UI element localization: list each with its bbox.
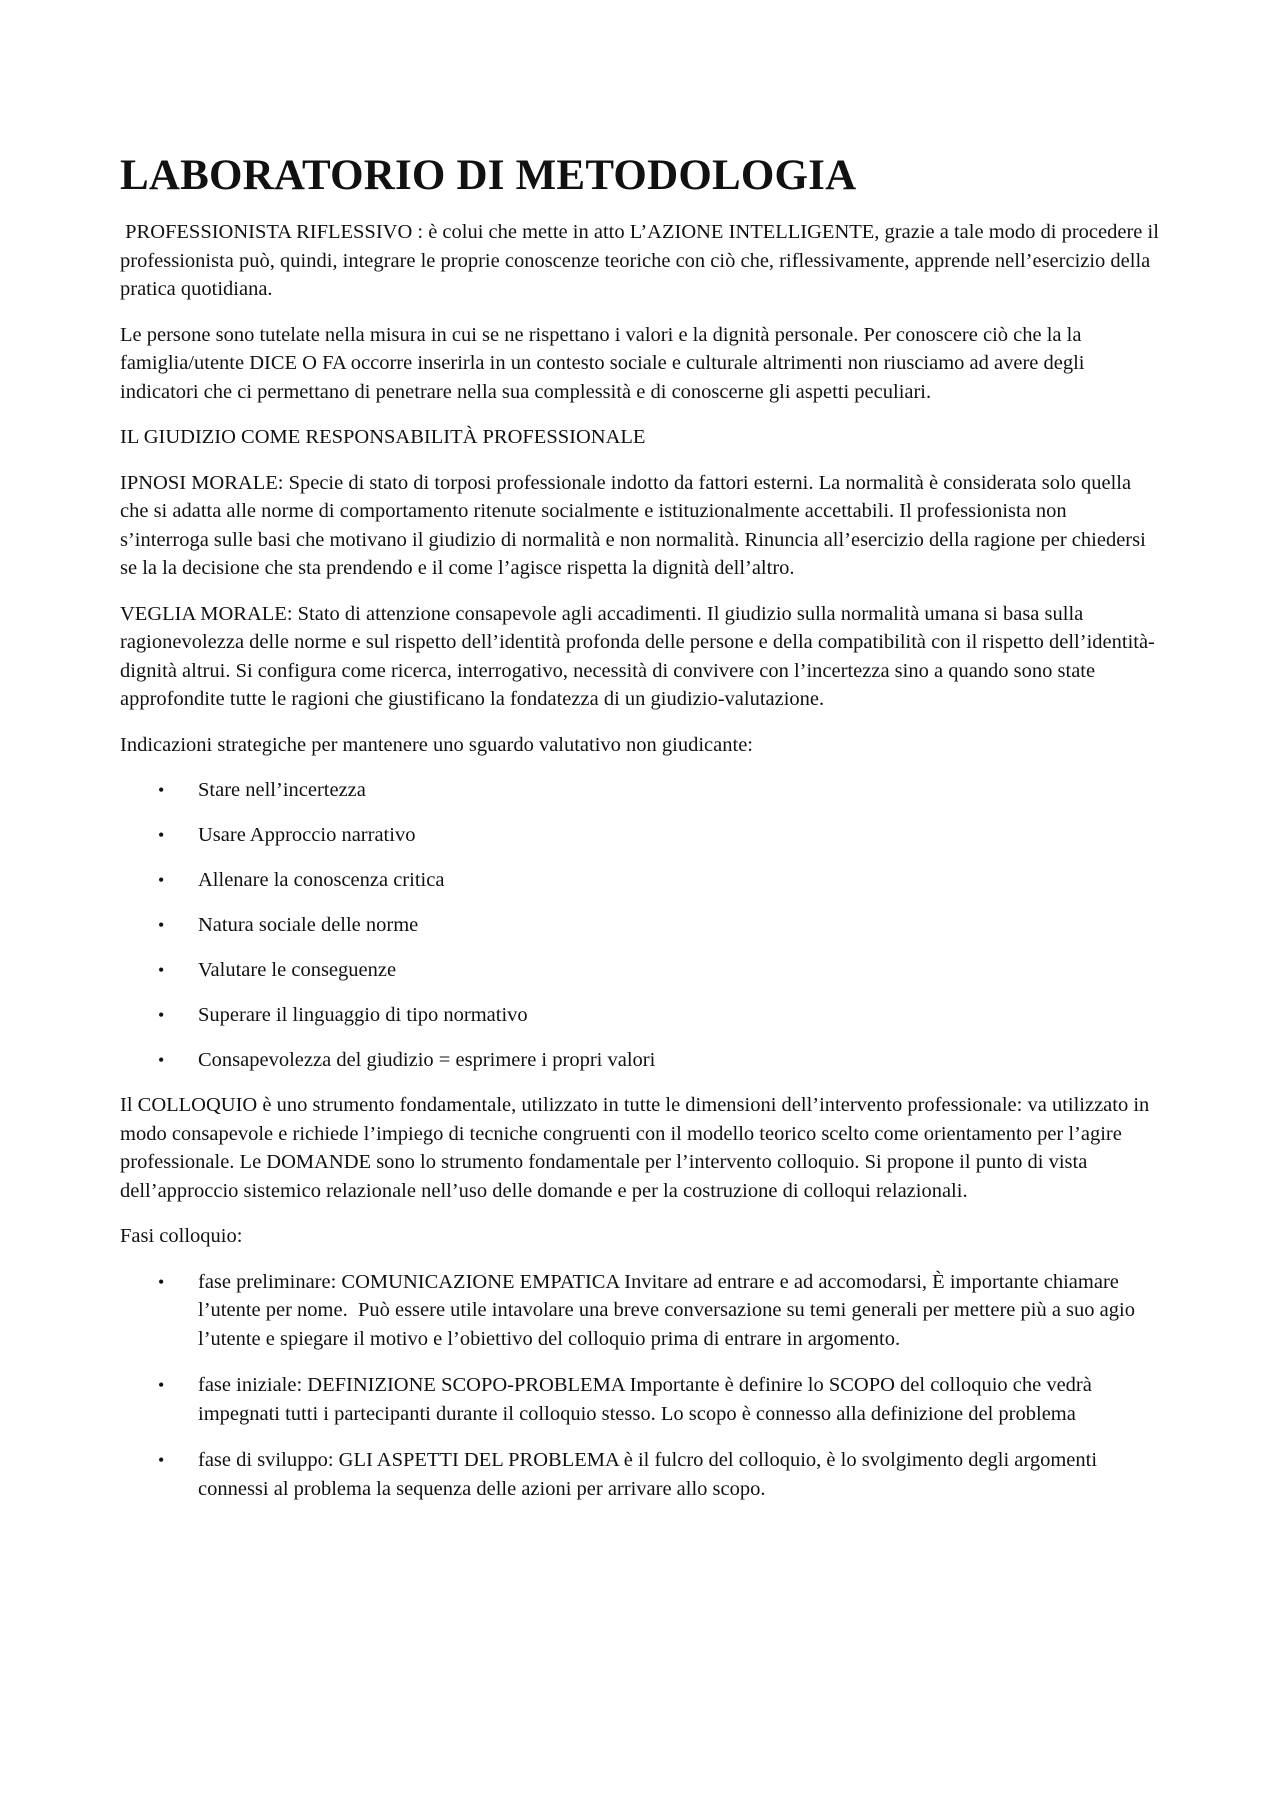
bullet-icon: • bbox=[158, 825, 165, 845]
paragraph-veglia-morale: VEGLIA MORALE: Stato di attenzione consapevole agli accadimenti. Il giudizio sulla normalità umana si basa sulla ragionevolezza delle norme e sul rispetto dell’identità profonda delle persone e della compatibilità con il rispetto dell’identità-dignità altrui. Si configura come ricerca, interrogativo, necessità di convivere con l’incertezza sino a quando sono state approfondite tutte le ragioni che giustificano la fondatezza di un giudizio-valutazione. bbox=[120, 602, 1155, 710]
strategies-list bbox=[120, 776, 1160, 1074]
bullet-icon: • bbox=[158, 1450, 165, 1470]
list-item: • Usare Approccio narrativo bbox=[120, 821, 1160, 849]
section-heading-giudizio: IL GIUDIZIO COME RESPONSABILITÀ PROFESSIONALE bbox=[120, 426, 646, 448]
list-item: • Natura sociale delle norme bbox=[120, 911, 1160, 939]
bullet-icon: • bbox=[158, 1271, 165, 1292]
list-item: • Consapevolezza del giudizio = esprimere i propri valori bbox=[120, 1046, 1160, 1074]
document-page bbox=[120, 150, 1165, 1521]
document-title: LABORATORIO DI METODOLOGIA bbox=[120, 152, 857, 199]
paragraph-ipnosi-morale: IPNOSI MORALE: Specie di stato di torposi professionale indotto da fattori esterni. La normalità è considerata solo quella che si adatta alle norme di comportamento ritenute socialmente e istituzionalmente accettabili. Il professionista non s’interroga sulle basi che motivano il giudizio di normalità e non normalità. Rinuncia all’esercizio della ragione per chiedersi se la la decisione che sta prendendo e il come l’agisce rispetta la dignità dell’altro. bbox=[120, 471, 1146, 579]
paragraph-indicazioni-strategiche: Indicazioni strategiche per mantenere uno sguardo valutativo non giudicante: bbox=[120, 733, 753, 756]
paragraph-colloquio: Il COLLOQUIO è uno strumento fondamentale, utilizzato in tutte le dimensioni dell’intervento professionale: va utilizzato in modo consapevole e richiede l’impiego di tecniche congruenti con il modello teorico scelto come orientamento per l’agire professionale. Le DOMANDE sono lo strumento fondamentale per l’intervento colloquio. Si propone il punto di vista dell’approccio sistemico relazionale nell’uso delle domande e per la costruzione di colloqui relazionali. bbox=[120, 1094, 1150, 1202]
list-item: • Stare nell’incertezza bbox=[120, 776, 1160, 804]
list-item: • Allenare la conoscenza critica bbox=[120, 866, 1160, 894]
list-item: • fase preliminare: COMUNICAZIONE EMPATICA Invitare ad entrare e ad accomodarsi, È importante chiamare l’utente per nome. Può essere utile intavolare una breve conversazione su temi generali per mettere più a suo agio l’utente e spiegare il motivo e l’obiettivo del colloquio prima di entrare in argomento. bbox=[120, 1268, 1160, 1354]
bullet-icon: • bbox=[158, 780, 165, 800]
phases-list bbox=[120, 1268, 1160, 1504]
list-item: • fase iniziale: DEFINIZIONE SCOPO-PROBLEMA Importante è definire lo SCOPO del colloquio che vedrà impegnati tutti i partecipanti durante il colloquio stesso. Lo scopo è connesso alla definizione del problema bbox=[120, 1371, 1160, 1428]
list-item: • fase di sviluppo: GLI ASPETTI DEL PROBLEMA è il fulcro del colloquio, è lo svolgimento degli argomenti connessi al problema la sequenza delle azioni per arrivare allo scopo. bbox=[120, 1446, 1160, 1503]
bullet-icon: • bbox=[158, 1005, 165, 1025]
bullet-icon: • bbox=[158, 1375, 165, 1395]
bullet-icon: • bbox=[158, 870, 165, 890]
paragraph-persone-tutelate: Le persone sono tutelate nella misura in cui se ne rispettano i valori e la dignità personale. Per conoscere ciò che la la famiglia/utente DICE O FA occorre inserirla in un contesto sociale e culturale altrimenti non riusciamo ad avere degli indicatori che ci permettano di penetrare nella sua complessità e di conoscerne gli aspetti peculiari. bbox=[120, 323, 1085, 403]
paragraph-fasi-colloquio: Fasi colloquio: bbox=[120, 1225, 243, 1247]
list-item: • Valutare le conseguenze bbox=[120, 956, 1160, 984]
bullet-icon: • bbox=[158, 915, 165, 935]
bullet-icon: • bbox=[158, 960, 165, 980]
paragraph-professionista-riflessivo: PROFESSIONISTA RIFLESSIVO : è colui che mette in atto L’AZIONE INTELLIGENTE, grazie a tale modo di procedere il professionista può, quindi, integrare le proprie conoscenze teoriche con ciò che, riflessivamente, apprende nell’esercizio della pratica quotidiana. bbox=[120, 221, 1165, 300]
list-item: • Superare il linguaggio di tipo normativo bbox=[120, 1001, 1160, 1029]
bullet-icon: • bbox=[158, 1050, 165, 1070]
